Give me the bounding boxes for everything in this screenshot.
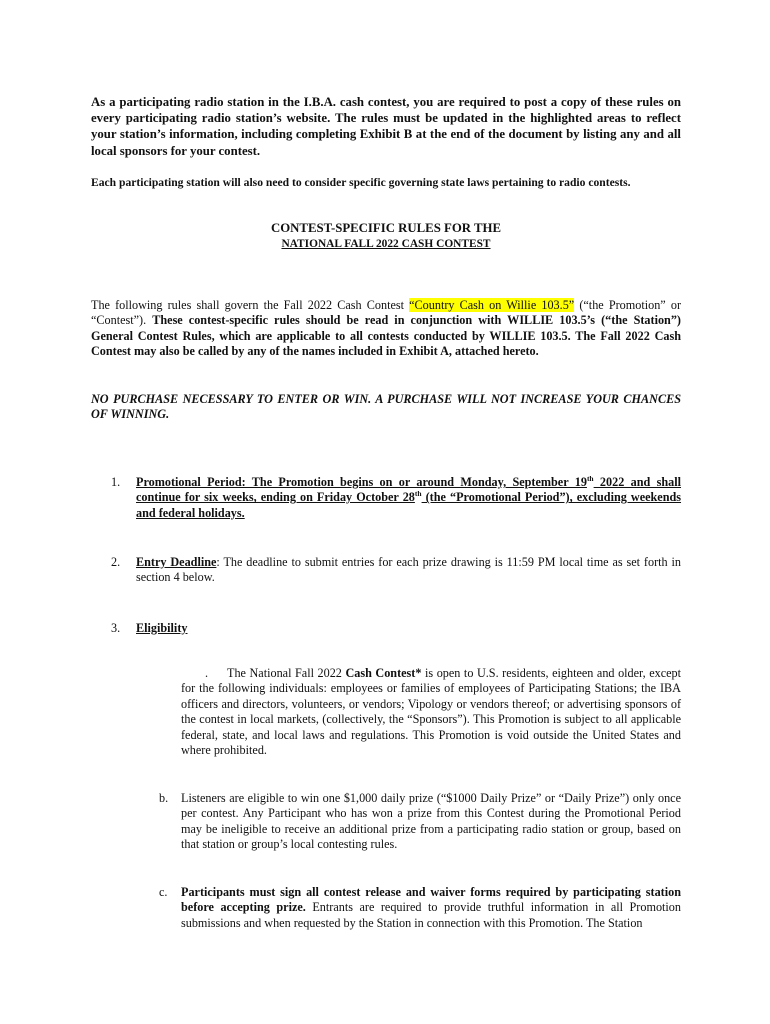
sub-a-text: is open to U.S. residents, eighteen and older, except for the following individuals: employees or families of employees of Participating Stations; the IBA officers and directors, volunteers, or vendors; Vipology or vendors thereof; or advertising sponsors of the contest in local markets, (collectively, the “Sponsors”). This Promotion is subject to all applicable federal, state, and local laws and regulations. This Promotion is void outside the United States and where prohibited. xyxy=(181,666,682,758)
item-1-text-b: 2022 and shall continue for six weeks, ending on Friday October 28 xyxy=(136,475,682,505)
sub-item-c-marker: c. xyxy=(159,885,168,899)
entry-deadline-heading: Entry Deadline xyxy=(136,555,217,569)
sub-c-text: Entrants are required to provide truthful information in all Promotion submissions and when requested by the Station in connection with this Promotion. The Station xyxy=(181,900,681,930)
item-1-number: 1. xyxy=(111,475,121,489)
eligibility-sub-a xyxy=(181,666,681,758)
item-2-number: 2. xyxy=(111,555,121,569)
item-3-number: 3. xyxy=(111,621,121,635)
sub-item-a-marker: . xyxy=(205,666,209,680)
governing-text-2: (“the Promotion” or “Contest”). xyxy=(91,298,682,328)
sub-item-b-marker: b. xyxy=(159,791,169,805)
promotional-period-item xyxy=(136,475,681,521)
state-laws-note: Each participating station will also need to consider specific governing state laws pertaining to radio contests. xyxy=(91,176,631,189)
no-purchase-notice: NO PURCHASE NECESSARY TO ENTER OR WIN. A PURCHASE WILL NOT INCREASE YOUR CHANCES OF WINNING. xyxy=(91,392,681,422)
item-1-sup-b: th xyxy=(414,489,422,499)
intro-paragraph: As a participating radio station in the I.B.A. cash contest, you are required to post a copy of these rules on every participating radio station’s website. The rules must be updated in the highlighted areas to reflect your station’s information, including completing Exhibit B at the end of the document by listing any and all local sponsors for your contest. xyxy=(91,95,681,158)
rules-subtitle-text: NATIONAL FALL 2022 CASH CONTEST xyxy=(281,238,491,250)
promotion-name-highlight: “Country Cash on Willie 103.5” xyxy=(409,298,575,312)
entry-deadline-item xyxy=(136,555,681,586)
rules-subtitle xyxy=(91,238,681,250)
governing-bold-text: These contest-specific rules should be read in conjunction with WILLIE 103.5’s (“the Station”) General Contest Rules, which are applicable to all contests conducted by WILLIE 103.5. The Fall 2022 Cash Contest may also be called by any of the names included in Exhibit A, attached hereto. xyxy=(91,313,681,359)
eligibility-item xyxy=(136,621,681,636)
eligibility-sub-b: Listeners are eligible to win one $1,000 daily prize (“$1000 Daily Prize” or “Daily Prize”) only once per contest. Any Participant who has won a prize from this Contest during the Promotional Period may be ineligible to receive an additional prize from a participating radio station or group, based on that station or group’s local contesting rules. xyxy=(181,791,681,852)
sub-a-pre: The National Fall 2022 xyxy=(227,666,346,680)
governing-text-1: The following rules shall govern the Fall 2022 Cash Contest xyxy=(91,298,410,312)
item-1-text-a: Promotional Period: The Promotion begins on or around Monday, September 19 xyxy=(136,475,587,489)
rules-title: CONTEST-SPECIFIC RULES FOR THE xyxy=(270,221,502,235)
sub-c-bold: Participants must sign all contest release and waiver forms required by participating station before accepting prize. xyxy=(181,885,681,915)
eligibility-heading: Eligibility xyxy=(136,621,188,635)
entry-deadline-text: : The deadline to submit entries for each prize drawing is 11:59 PM local time as set forth in section 4 below. xyxy=(136,555,681,585)
sub-a-bold: Cash Contest* xyxy=(345,666,422,680)
eligibility-sub-c xyxy=(181,885,681,931)
governing-paragraph xyxy=(91,298,681,360)
item-1-text-c: (the “Promotional Period”), excluding weekends and federal holidays. xyxy=(136,490,682,520)
item-1-sup-a: th xyxy=(586,473,594,483)
